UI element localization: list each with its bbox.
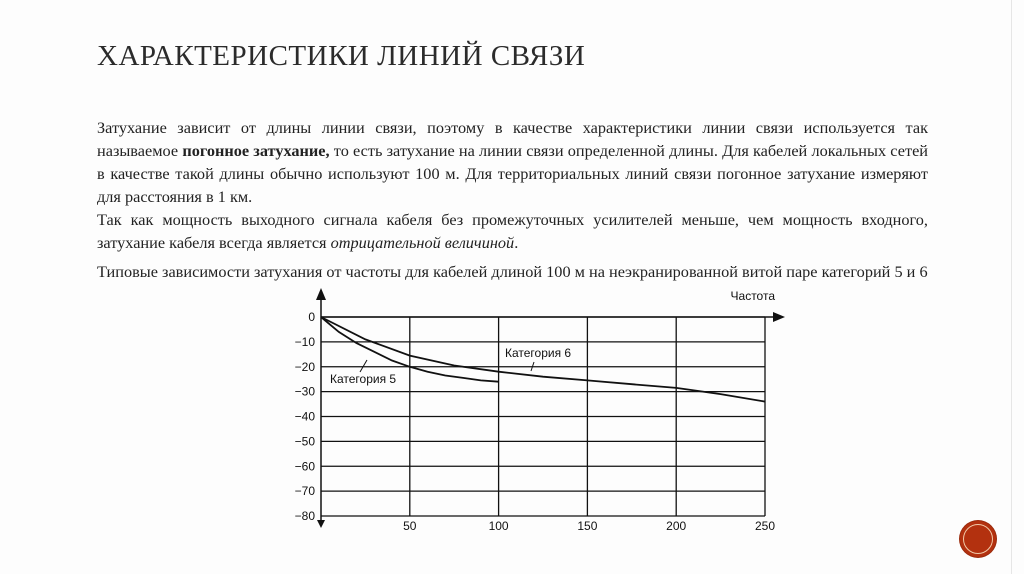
y-axis-arrow-down-icon [317,520,325,528]
y-tick-label: −60 [294,459,315,474]
slide-title: ХАРАКТЕРИСТИКИ ЛИНИЙ СВЯЗИ [97,40,586,72]
y-tick-label: −50 [294,434,315,449]
y-tick-label: −80 [294,509,315,523]
y-tick-label: 0 [308,310,315,324]
series-label-leader [360,360,367,372]
x-tick-label: 150 [577,519,598,533]
y-axis-arrow-icon [316,288,326,300]
x-tick-label: 100 [488,519,509,533]
x-tick-label: 250 [754,519,776,533]
x-tick-label: 50 [403,519,417,533]
bold-term: погонное затухание, [182,141,330,160]
italic-term: отрицательной величиной [330,233,515,252]
x-tick-label: 200 [666,519,687,533]
x-axis-label: Частота [730,289,775,303]
text: Затухание зависит от длины линии связи, поэтому в качестве характеристики линии связи используется так называемое [97,118,928,160]
x-axis-arrow-icon [773,312,785,322]
text: то есть затухание на линии связи определенной длины. Для кабелей локальных сетей в качестве такой длины обычно используют 100 м. Для территориальных линий связи погонное затухание измеряют для расстояния в 1 км. [97,141,929,206]
series-label: Категория 6 [505,346,572,360]
text: Так как мощность выходного сигнала кабеля без промежуточных усилителей меньше, чем мощность входного, затухание кабеля всегда является [97,210,928,252]
slide-number-badge [960,521,996,557]
paragraph-chart-caption: Типовые зависимости затухания от частоты для кабелей длиной 100 м на неэкранированной витой паре категорий 5 и 6 [97,262,928,281]
text: . [514,233,519,252]
y-tick-label: −70 [294,484,315,499]
y-tick-label: −10 [294,334,315,349]
y-tick-label: −20 [294,359,315,374]
series-label: Категория 5 [330,372,397,386]
y-tick-label: −40 [294,409,315,424]
y-tick-label: −30 [294,384,315,399]
